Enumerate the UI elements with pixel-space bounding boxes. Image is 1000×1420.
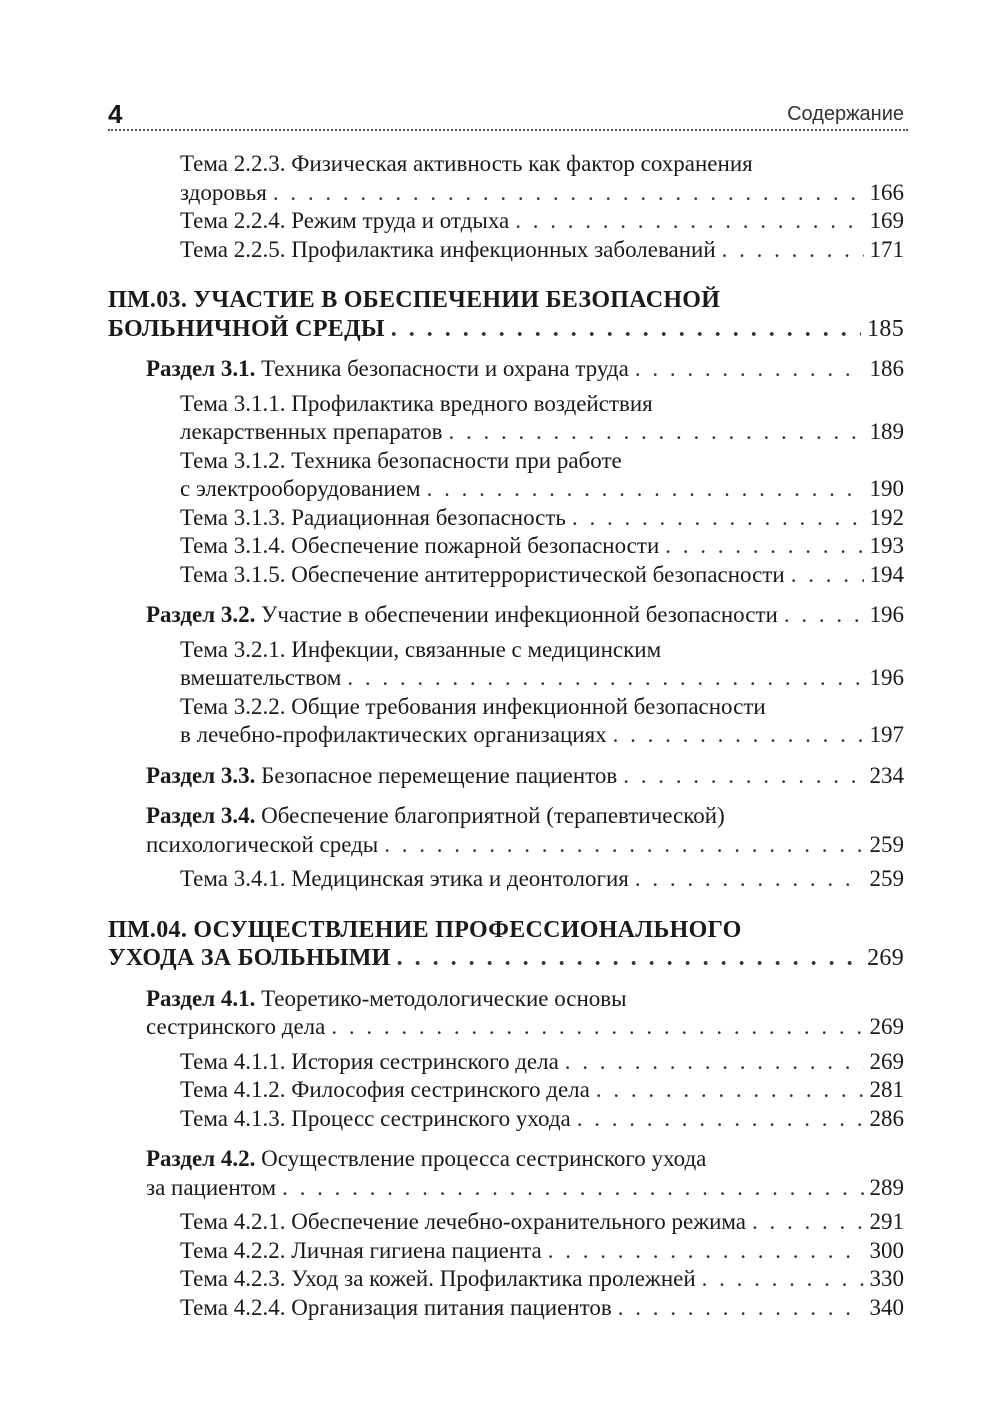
toc-page-number: 196 [869, 665, 904, 690]
toc-entry-title: за пациентом [146, 1174, 277, 1200]
toc-page-number: 340 [869, 1294, 904, 1320]
toc-section-number: Раздел 4.1. [146, 985, 256, 1011]
toc-leader-dots [665, 532, 863, 561]
toc-page-number: 269 [869, 1014, 904, 1039]
toc-section-entry[interactable] [108, 355, 904, 384]
toc-page-number: 166 [869, 179, 904, 205]
toc-entry-title: Тема 2.2.4. Режим труда и отдыха [180, 208, 510, 233]
toc-section-entry[interactable] [108, 985, 904, 1042]
toc-topic-entry[interactable] [108, 1294, 904, 1323]
toc-section-number: Раздел 3.4. [146, 803, 256, 828]
toc-page-number: 300 [869, 1237, 904, 1263]
toc-topic-entry[interactable] [108, 504, 904, 533]
toc-page-number: 190 [869, 476, 904, 501]
toc-entry-title: УХОДА ЗА БОЛЬНЫМИ [108, 945, 391, 971]
toc-entry-title: Тема 3.4.1. Медицинская этика и деонтология [180, 866, 629, 891]
toc-section-number: Раздел 4.2. [146, 1146, 256, 1171]
toc-leader-dots [331, 1013, 863, 1042]
toc-leader-dots [752, 1208, 863, 1237]
toc-section-entry[interactable] [108, 802, 904, 859]
toc-topic-entry[interactable] [108, 207, 904, 236]
toc-page-number: 185 [867, 315, 904, 342]
toc-entry-title: Обеспечение благоприятной (терапевтической) [255, 803, 725, 828]
toc-section-number: Раздел 3.2. [146, 602, 256, 627]
toc-topic-entry[interactable] [108, 1208, 904, 1237]
toc-leader-dots [702, 1265, 864, 1294]
toc-entry-title: Тема 3.1.4. Обеспечение пожарной безопасности [180, 533, 660, 558]
toc-entry-heading [146, 762, 617, 791]
toc-leader-dots [515, 207, 863, 236]
toc-topic-entry[interactable] [108, 447, 904, 504]
toc-topic-entry[interactable] [108, 1105, 904, 1134]
toc-topic-entry[interactable] [108, 1076, 904, 1105]
toc-page-number: 330 [869, 1266, 904, 1291]
page-number: 4 [108, 99, 123, 129]
toc-page-number: 259 [869, 866, 904, 891]
toc-leader-dots [618, 1294, 864, 1323]
toc-entry-title: Теоретико-методологические основы [255, 985, 627, 1011]
toc-entry-title: Тема 3.1.5. Обеспечение антитеррористической безопасности [180, 561, 785, 587]
toc-page-number: 234 [869, 762, 904, 788]
toc-leader-dots [391, 315, 861, 344]
toc-leader-dots [427, 475, 864, 504]
toc-page-number: 171 [869, 236, 904, 262]
toc-entry-heading [146, 601, 778, 630]
toc-entry-title: здоровья [180, 179, 267, 205]
toc-topic-entry[interactable] [108, 693, 904, 750]
toc-section-entry[interactable] [108, 762, 904, 791]
toc-page-number: 281 [869, 1077, 904, 1102]
toc-leader-dots [397, 944, 861, 973]
toc-entry-title: Тема 3.1.2. Техника безопасности при работе [180, 447, 622, 473]
toc-page-number: 269 [869, 1048, 904, 1074]
toc-entry-title: вмешательством [180, 665, 342, 690]
toc-entry-title: Осуществление процесса сестринского ухода [255, 1146, 707, 1171]
toc-page-number: 189 [869, 419, 904, 444]
toc-page-number: 197 [869, 722, 904, 747]
toc-entry-title: Тема 3.2.2. Общие требования инфекционной безопасности [180, 693, 766, 719]
toc-topic-entry[interactable] [108, 561, 904, 590]
toc-entry-title: Участие в обеспечении инфекционной безопасности [255, 602, 778, 627]
toc-entry-heading [146, 803, 725, 828]
toc-entry-title: БОЛЬНИЧНОЙ СРЕДЫ [108, 315, 385, 342]
toc-entry-heading [146, 986, 627, 1011]
toc-page-number: 196 [869, 602, 904, 627]
toc-module-entry[interactable] [108, 916, 904, 973]
toc-leader-dots [449, 418, 864, 447]
toc-entry-title: Тема 4.2.3. Уход за кожей. Профилактика пролежней [180, 1266, 696, 1291]
running-head [108, 96, 904, 132]
toc-entry-heading [146, 355, 629, 384]
toc-entry-title: ПМ.04. ОСУЩЕСТВЛЕНИЕ ПРОФЕССИОНАЛЬНОГО [108, 916, 742, 943]
toc-topic-entry[interactable] [108, 150, 904, 207]
toc-entry-title: Тема 4.2.4. Организация питания пациентов [180, 1294, 612, 1320]
toc-entry-title: Тема 4.2.1. Обеспечение лечебно-охранительного режима [180, 1209, 747, 1234]
toc-leader-dots [384, 831, 863, 860]
toc-topic-entry[interactable] [108, 1265, 904, 1294]
toc-entry-title: сестринского дела [146, 1014, 326, 1039]
toc-leader-dots [572, 504, 864, 533]
toc-leader-dots [273, 179, 864, 208]
toc-page-number: 259 [869, 831, 904, 857]
toc-page-number: 192 [869, 504, 904, 530]
toc-entry-title: Техника безопасности и охрана труда [255, 356, 629, 381]
toc-entry-title: Тема 2.2.3. Физическая активность как фактор сохранения [180, 151, 753, 176]
toc-entry-title: психологической среды [146, 831, 379, 857]
header-dotted-rule [108, 129, 908, 131]
toc-leader-dots [596, 1076, 864, 1105]
toc-leader-dots [623, 762, 863, 791]
toc-entry-title: Тема 4.2.2. Личная гигиена пациента [180, 1237, 542, 1263]
toc-topic-entry[interactable] [108, 236, 904, 265]
toc-topic-entry[interactable] [108, 1048, 904, 1077]
toc-leader-dots [347, 664, 863, 693]
toc-entry-title: с электрооборудованием [180, 476, 421, 501]
toc-page-number: 193 [869, 533, 904, 558]
toc-entry-title: Тема 4.1.2. Философия сестринского дела [180, 1077, 590, 1102]
toc-leader-dots [784, 601, 864, 630]
toc-page-number: 194 [869, 561, 904, 587]
toc-leader-dots [613, 721, 864, 750]
section-title: Содержание [787, 103, 904, 125]
toc-entry-title: Тема 4.1.1. История сестринского дела [180, 1048, 559, 1074]
toc-entry-title: ПМ.03. УЧАСТИЕ В ОБЕСПЕЧЕНИИ БЕЗОПАСНОЙ [108, 287, 721, 313]
toc-leader-dots [577, 1105, 864, 1134]
toc-entry-title: Тема 4.1.3. Процесс сестринского ухода [180, 1105, 571, 1131]
toc-entry-heading [146, 1146, 706, 1171]
toc-entry-title: лекарственных препаратов [180, 419, 443, 444]
toc-section-number: Раздел 3.3. [146, 762, 256, 788]
toc-topic-entry[interactable] [108, 1237, 904, 1266]
toc-section-entry[interactable] [108, 601, 904, 630]
toc-topic-entry[interactable] [108, 532, 904, 561]
toc-section-number: Раздел 3.1. [146, 356, 256, 381]
toc-leader-dots [565, 1048, 864, 1077]
toc-leader-dots [635, 355, 864, 384]
toc-page-number: 186 [869, 356, 904, 381]
table-of-contents [108, 150, 904, 1322]
toc-topic-entry[interactable] [108, 636, 904, 693]
toc-page-number: 269 [867, 945, 904, 971]
toc-page-number: 291 [869, 1209, 904, 1234]
toc-entry-title: Тема 3.1.1. Профилактика вредного воздействия [180, 390, 653, 416]
toc-section-entry[interactable] [108, 1145, 904, 1202]
toc-page-number: 289 [869, 1174, 904, 1200]
toc-page-number: 286 [869, 1105, 904, 1131]
toc-entry-title: в лечебно-профилактических организациях [180, 722, 607, 747]
toc-leader-dots [282, 1174, 863, 1203]
toc-leader-dots [722, 236, 864, 265]
toc-entry-title: Тема 3.1.3. Радиационная безопасность [180, 504, 566, 530]
toc-topic-entry[interactable] [108, 390, 904, 447]
toc-module-entry[interactable] [108, 286, 904, 343]
toc-leader-dots [548, 1237, 864, 1266]
toc-page-number: 169 [869, 208, 904, 233]
toc-leader-dots [635, 865, 864, 894]
toc-entry-title: Тема 3.2.1. Инфекции, связанные с медицинским [180, 636, 662, 662]
toc-topic-entry[interactable] [108, 865, 904, 894]
toc-entry-title: Безопасное перемещение пациентов [255, 762, 618, 788]
toc-leader-dots [791, 561, 864, 590]
toc-entry-title: Тема 2.2.5. Профилактика инфекционных заболеваний [180, 236, 716, 262]
